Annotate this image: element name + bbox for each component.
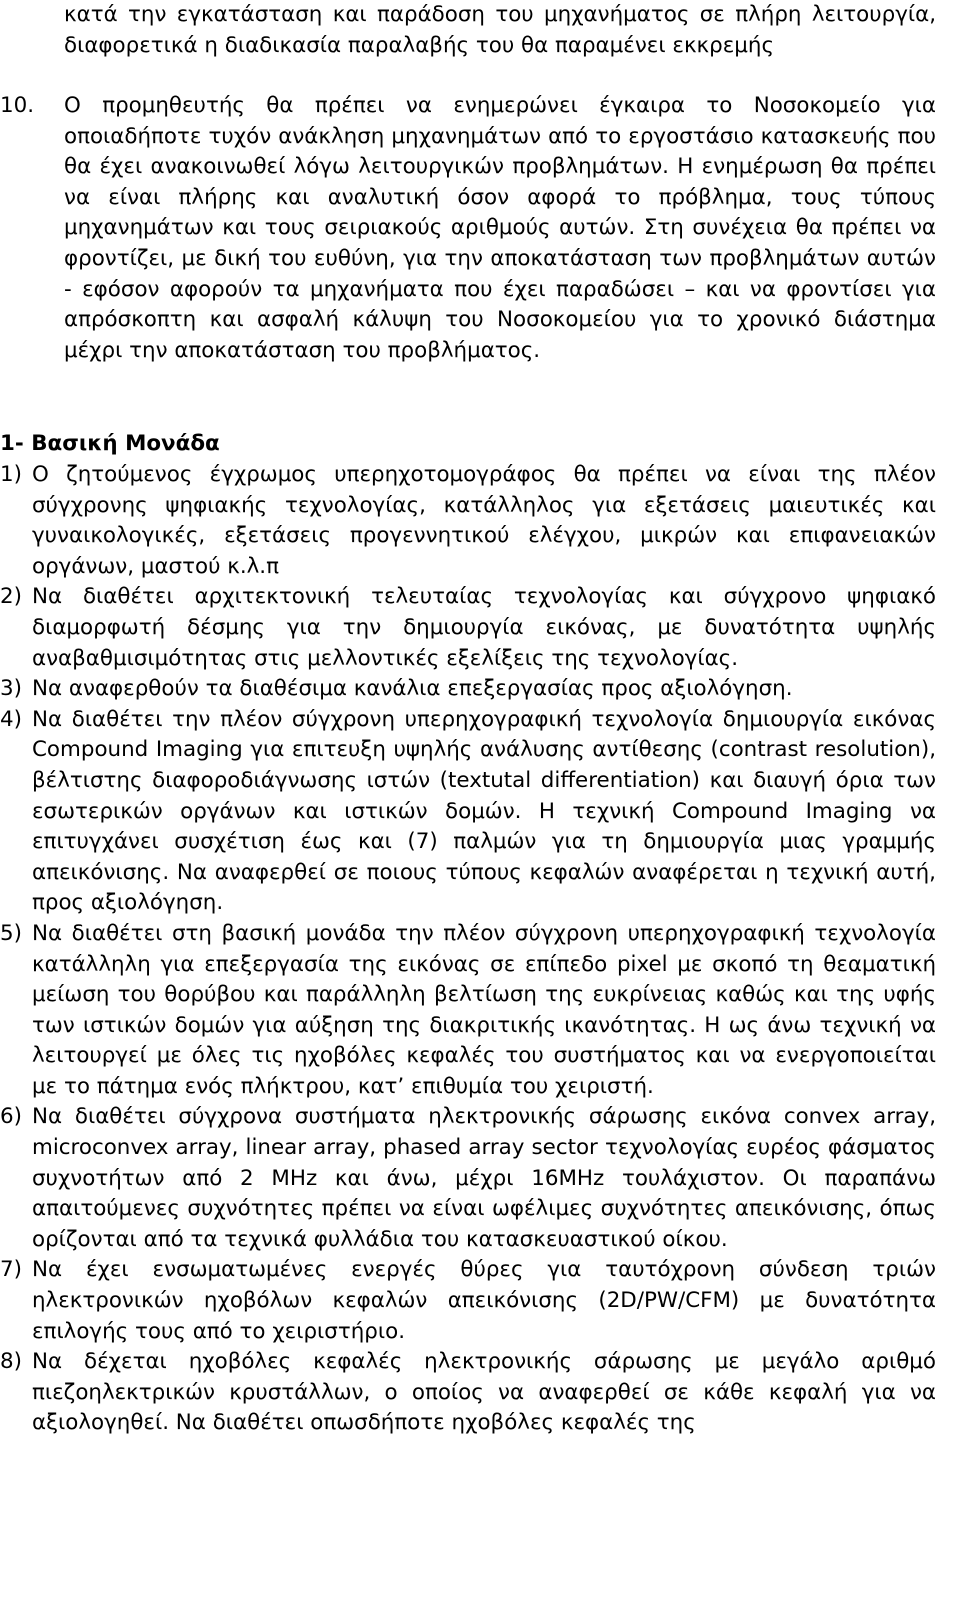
item-text: Ο προμηθευτής θα πρέπει να ενημερώνει έγκαιρα το Νοσοκομείο για οποιαδήποτε τυχόν ανάκληση μηχανημάτων από το εργοστάσιο κατασκευής που θα έχει ανακοινωθεί λόγω λειτουργικών προβλημάτων. Η ενημέρωση θα πρέπει να είναι πλήρης και αναλυτική όσον αφορά το πρόβλημα, τους τύπους μηχανημάτων και τους σειριακούς αριθμούς αυτών. Στη συνέχεια θα πρέπει να φροντίζει, με δική του ευθύνη, για την αποκατάσταση των προβλημάτων αυτών - εφόσον αφορούν τα μηχανήματα που έχει παραδώσει – και να φροντίσει για απρόσκοπτη και ασφαλή κάλυψη του Νοσοκομείου για το χρονικό διάστημα μέχρι την αποκατάσταση του προβλήματος.	[64, 93, 936, 363]
requirement-item	[0, 674, 936, 705]
requirement-item	[0, 919, 936, 1103]
requirement-text: Να διαθέτει στη βασική μονάδα την πλέον σύγχρονη υπερηχογραφική τεχνολογία κατάλληλη για επεξεργασία της εικόνας σε επίπεδο pixel με σκοπό τη θεαματική μείωση του θορύβου και παράλληλη βελτίωση της ευκρίνειας καθώς και της υφής των ιστικών δομών για αύξηση της διακριτικής ικανότητας. Η ως άνω τεχνική να λειτουργεί με όλες τις ηχοβόλες κεφαλές του συστήματος και να ενεργοποιείται με το πάτημα ενός πλήκτρου, κατ’ επιθυμία του χειριστή.	[32, 920, 936, 1099]
requirement-number: 5)	[0, 920, 22, 946]
numbered-item-10	[0, 91, 936, 366]
section-heading: 1- Βασική Μονάδα	[0, 431, 220, 456]
requirement-number: 6)	[0, 1104, 22, 1130]
requirement-item	[0, 1255, 936, 1347]
requirements-list	[0, 460, 936, 1439]
requirement-text: Να έχει ενσωματωμένες ενεργές θύρες για ταυτόχρονη σύνδεση τριών ηλεκτρονικών ηχοβόλων κεφαλών απεικόνισης (2D/PW/CFM) με δυνατότητα επιλογής τους από το χειριστήριο.	[32, 1257, 936, 1344]
requirement-text: Να αναφερθούν τα διαθέσιμα κανάλια επεξεργασίας προς αξιολόγηση.	[32, 676, 793, 702]
requirement-number: 1)	[0, 462, 22, 487]
requirement-number: 3)	[0, 676, 22, 702]
requirement-number: 7)	[0, 1257, 22, 1283]
requirement-text: Να διαθέτει την πλέον σύγχρονη υπερηχογραφική τεχνολογία δημιουργία εικόνας Compound Imaging για επιτευξη υψηλής ανάλυσης αντίθεσης (contrast resolution), βέλτιστης διαφοροδιάγνωσης ιστών (textutal differentiation) και διαυγή όρια των εσωτερικών οργάνων και ιστικών δομών. Η τεχνική Compound Imaging να επιτυγχάνει συσχέτιση έως και (7) παλμών για τη δημιουργία μιας γραμμής απεικόνισης. Να αναφερθεί σε ποιους τύπους κεφαλών αναφέρεται η τεχνική αυτή, προς αξιολόγηση.	[32, 706, 936, 916]
requirement-item	[0, 460, 936, 582]
requirement-item	[0, 1102, 936, 1255]
requirement-number: 8)	[0, 1349, 22, 1375]
requirement-text: Να διαθέτει αρχιτεκτονική τελευταίας τεχνολογίας και σύγχρονο ψηφιακό διαμορφωτή δέσμης για την δημιουργία εικόνας, με δυνατότητα υψηλής αναβαθμισιμότητας στις μελλοντικές εξελίξεις της τεχνολογίας.	[32, 584, 936, 671]
requirement-text: Ο ζητούμενος έγχρωμος υπερηχοτομογράφος θα πρέπει να είναι της πλέον σύγχρονης ψηφιακής τεχνολογίας, κατάλληλος για εξετάσεις μαιευτικές και γυναικολογικές, εξετάσεις προγεννητικού ελέγχου, μικρών και επιφανειακών οργάνων, μαστού κ.λ.π	[32, 462, 936, 579]
continuation-paragraph: κατά την εγκατάσταση και παράδοση του μηχανήματος σε πλήρη λειτουργία, διαφορετικά η διαδικασία παραλαβής του θα παραμένει εκκρεμής	[64, 2, 936, 58]
requirement-item	[0, 705, 936, 919]
requirement-item	[0, 582, 936, 674]
requirement-number: 4)	[0, 706, 22, 732]
requirement-number: 2)	[0, 584, 22, 610]
requirement-text: Να δέχεται ηχοβόλες κεφαλές ηλεκτρονικής σάρωσης με μεγάλο αριθμό πιεζοηλεκτρικών κρυστάλλων, ο οποίος να αναφερθεί σε κάθε κεφαλή για να αξιολογηθεί. Να διαθέτει οπωσδήποτε ηχοβόλες κεφαλές της	[32, 1349, 936, 1436]
requirement-item	[0, 1347, 936, 1439]
item-number: 10.	[0, 93, 35, 118]
requirement-text: Να διαθέτει σύγχρονα συστήματα ηλεκτρονικής σάρωσης εικόνα convex array, microconvex array, linear array, phased array sector τεχνολογίας ευρέος φάσματος συχνοτήτων από 2 MHz και άνω, μέχρι 16MHz τουλάχιστον. Οι παραπάνω απαιτούμενες συχνότητες πρέπει να είναι ωφέλιμες συχνότητες απεικόνισης, όπως ορίζονται από τα τεχνικά φυλλάδια του κατασκευαστικού οίκου.	[32, 1104, 936, 1252]
